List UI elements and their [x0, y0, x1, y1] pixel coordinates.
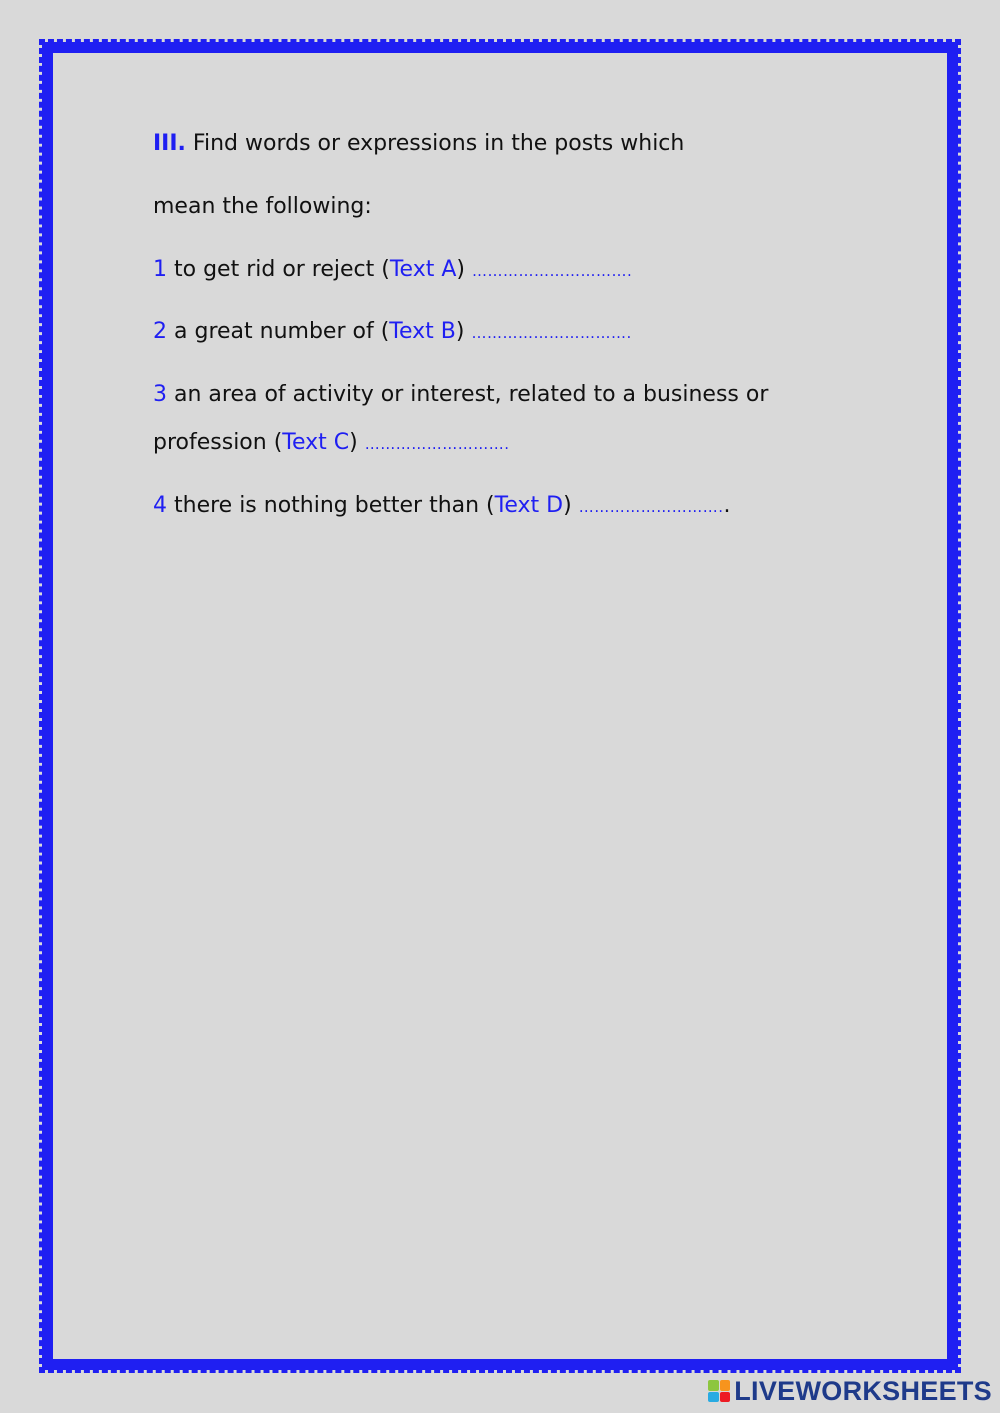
question-close: )	[456, 257, 465, 282]
question-number: 3	[153, 382, 167, 407]
question-reference: Text A	[389, 257, 457, 282]
question-number: 4	[153, 493, 167, 518]
answer-blank-4[interactable]: ……………………….	[578, 498, 724, 516]
question-close: )	[563, 493, 572, 518]
exercise-instruction-line2: mean the following:	[153, 194, 372, 219]
question-text: a great number of (	[174, 319, 390, 344]
question-4	[153, 493, 730, 519]
question-number: 2	[153, 319, 167, 344]
answer-trail: .	[723, 493, 731, 518]
worksheet-frame	[42, 42, 958, 1370]
logo-square	[720, 1380, 731, 1391]
question-text-continuation: profession (	[153, 430, 283, 455]
question-reference: Text D	[494, 493, 564, 518]
question-close: )	[349, 430, 358, 455]
question-reference: Text B	[389, 319, 456, 344]
question-2	[153, 319, 632, 345]
logo-square	[708, 1380, 719, 1391]
logo-square	[720, 1392, 731, 1403]
answer-blank-2[interactable]: ………………………….	[471, 324, 632, 342]
logo-text: LIVEWORKSHEETS	[734, 1375, 992, 1406]
question-text: to get rid or reject (	[174, 257, 390, 282]
question-number: 1	[153, 257, 167, 282]
question-close: )	[455, 319, 465, 344]
question-text: there is nothing better than (	[174, 493, 495, 518]
logo-square	[708, 1392, 719, 1403]
question-text: an area of activity or interest, related to a business or	[174, 382, 769, 407]
question-3	[153, 382, 768, 408]
exercise-instruction: Find words or expressions in the posts which	[192, 131, 685, 156]
exercise-heading	[153, 131, 684, 157]
exercise-number: III.	[153, 131, 186, 156]
question-1	[153, 257, 632, 283]
answer-blank-1[interactable]: ………………………….	[472, 262, 633, 280]
answer-blank-3[interactable]: ……………………….	[364, 435, 510, 453]
question-3-continuation	[153, 430, 510, 456]
liveworksheets-logo[interactable]	[708, 1375, 992, 1407]
question-reference: Text C	[282, 430, 350, 455]
logo-badge-icon	[708, 1380, 730, 1402]
